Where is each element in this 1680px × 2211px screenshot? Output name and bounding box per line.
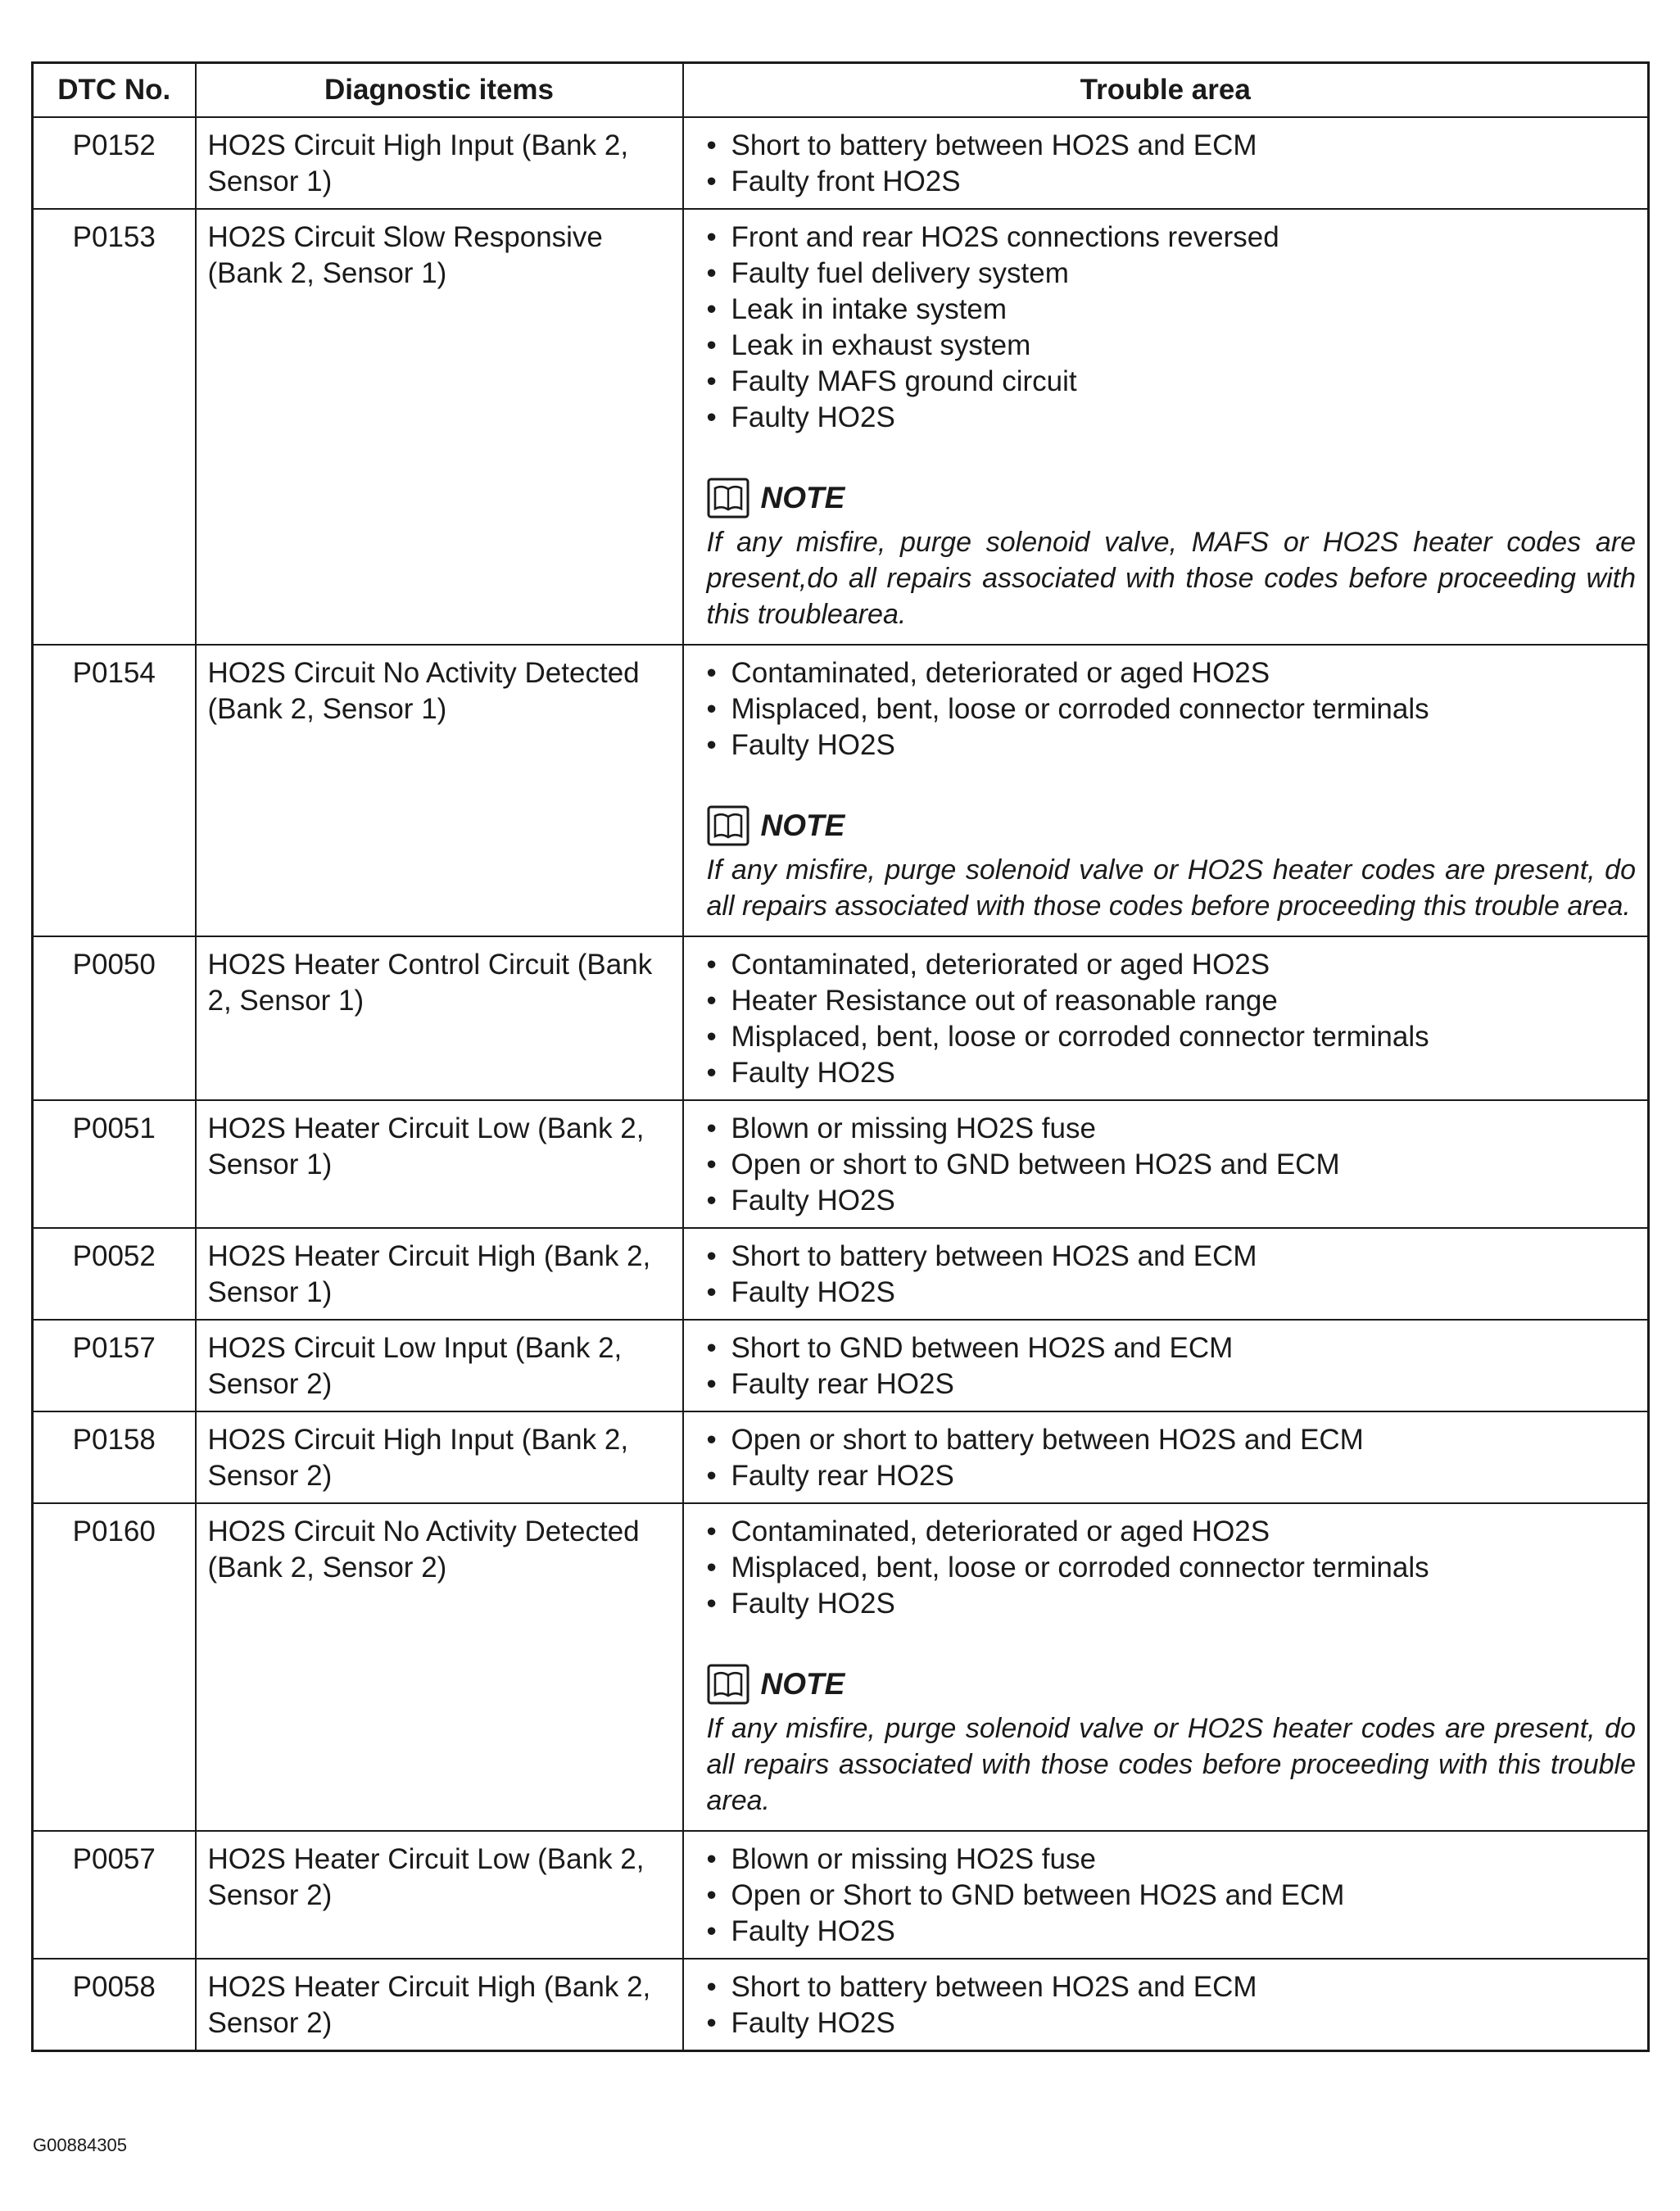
- cause-item: • Faulty HO2S: [707, 2005, 1637, 2041]
- book-icon: [707, 805, 749, 846]
- cause-item: • Open or short to battery between HO2S and ECM: [707, 1422, 1637, 1458]
- dtc-table: [31, 61, 1650, 2052]
- table-header: [33, 63, 1649, 118]
- trouble-area: [683, 1100, 1649, 1228]
- cause-item: • Open or Short to GND between HO2S and ECM: [707, 1878, 1637, 1914]
- cause-item: • Faulty rear HO2S: [707, 1366, 1637, 1402]
- diagnostic-item: HO2S Heater Circuit High (Bank 2, Sensor 2): [196, 1959, 683, 2051]
- dtc-code: P0058: [33, 1959, 196, 2051]
- cause-item: • Faulty rear HO2S: [707, 1458, 1637, 1494]
- cause-list: [695, 128, 1637, 200]
- cause-item: • Faulty HO2S: [707, 1914, 1637, 1950]
- cause-list: [695, 1111, 1637, 1219]
- diagnostic-item: HO2S Circuit No Activity Detected (Bank 2, Sensor 2): [196, 1503, 683, 1831]
- cause-item: • Open or short to GND between HO2S and ECM: [707, 1147, 1637, 1183]
- cause-list: [695, 1239, 1637, 1311]
- table-row: [33, 1100, 1649, 1228]
- book-icon: [707, 478, 749, 519]
- cause-item: • Contaminated, deteriorated or aged HO2S: [707, 655, 1637, 691]
- table-row: [33, 1503, 1649, 1831]
- cause-list: [695, 1422, 1637, 1494]
- diagnostic-item: HO2S Circuit High Input (Bank 2, Sensor 1): [196, 117, 683, 209]
- cause-list: [695, 1330, 1637, 1402]
- trouble-area: [683, 1959, 1649, 2051]
- diagnostic-item: HO2S Circuit Slow Responsive (Bank 2, Sensor 1): [196, 209, 683, 645]
- cause-list: [695, 1842, 1637, 1950]
- note-header: [707, 1661, 1637, 1707]
- cause-item: • Short to battery between HO2S and ECM: [707, 1969, 1637, 2005]
- diagnostic-item: HO2S Heater Control Circuit (Bank 2, Sensor 1): [196, 936, 683, 1100]
- cause-item: • Short to battery between HO2S and ECM: [707, 1239, 1637, 1275]
- cause-item: • Faulty front HO2S: [707, 164, 1637, 200]
- cause-item: • Blown or missing HO2S fuse: [707, 1842, 1637, 1878]
- diagnostic-item: HO2S Circuit High Input (Bank 2, Sensor 2): [196, 1411, 683, 1503]
- cause-item: • Leak in intake system: [707, 292, 1637, 328]
- cause-list: [695, 655, 1637, 763]
- note-text: If any misfire, purge solenoid valve or HO2S heater codes are present, do all repairs associated with those codes before proceeding with this trouble area.: [706, 1713, 1636, 1816]
- trouble-area: [683, 1320, 1649, 1411]
- dtc-code: P0158: [33, 1411, 196, 1503]
- table-row: [33, 936, 1649, 1100]
- dtc-code: P0153: [33, 209, 196, 645]
- table-row: [33, 1228, 1649, 1320]
- cause-item: • Faulty HO2S: [707, 1275, 1637, 1311]
- diagnostic-item: HO2S Circuit No Activity Detected (Bank 2, Sensor 1): [196, 645, 683, 936]
- trouble-area: [683, 1228, 1649, 1320]
- header-trouble-area: Trouble area: [683, 63, 1649, 118]
- dtc-code: P0051: [33, 1100, 196, 1228]
- trouble-area: [683, 645, 1649, 936]
- table-row: [33, 1831, 1649, 1959]
- cause-item: • Misplaced, bent, loose or corroded connector terminals: [707, 1550, 1637, 1586]
- table-row: [33, 117, 1649, 209]
- cause-item: • Blown or missing HO2S fuse: [707, 1111, 1637, 1147]
- cause-list: [695, 947, 1637, 1091]
- note-title: NOTE: [760, 481, 845, 514]
- dtc-code: P0152: [33, 117, 196, 209]
- trouble-area: [683, 1411, 1649, 1503]
- dtc-code: P0154: [33, 645, 196, 936]
- note-box: [707, 803, 1637, 924]
- cause-item: • Faulty HO2S: [707, 1586, 1637, 1622]
- cause-item: • Misplaced, bent, loose or corroded connector terminals: [707, 691, 1637, 727]
- cause-item: • Faulty HO2S: [707, 1183, 1637, 1219]
- cause-list: [695, 1969, 1637, 2041]
- cause-item: • Misplaced, bent, loose or corroded connector terminals: [707, 1019, 1637, 1055]
- diagnostic-item: HO2S Circuit Low Input (Bank 2, Sensor 2): [196, 1320, 683, 1411]
- cause-item: • Faulty fuel delivery system: [707, 256, 1637, 292]
- cause-list: [695, 1514, 1637, 1622]
- cause-item: • Faulty MAFS ground circuit: [707, 364, 1637, 400]
- header-diagnostic-items: Diagnostic items: [196, 63, 683, 118]
- note-text: If any misfire, purge solenoid valve or HO2S heater codes are present, do all repairs associated with those codes before proceeding this trouble area.: [706, 854, 1636, 922]
- trouble-area: [683, 1503, 1649, 1831]
- cause-item: • Heater Resistance out of reasonable range: [707, 983, 1637, 1019]
- table-row: [33, 1411, 1649, 1503]
- dtc-code: P0057: [33, 1831, 196, 1959]
- trouble-area: [683, 1831, 1649, 1959]
- cause-item: • Faulty HO2S: [707, 1055, 1637, 1091]
- trouble-area: [683, 936, 1649, 1100]
- note-header: [707, 803, 1637, 849]
- note-title: NOTE: [760, 809, 845, 842]
- cause-list: [695, 220, 1637, 436]
- table-row: [33, 209, 1649, 645]
- dtc-code: P0052: [33, 1228, 196, 1320]
- cause-item: • Leak in exhaust system: [707, 328, 1637, 364]
- dtc-code: P0050: [33, 936, 196, 1100]
- note-box: [707, 1661, 1637, 1819]
- cause-item: • Faulty HO2S: [707, 727, 1637, 763]
- cause-item: • Short to GND between HO2S and ECM: [707, 1330, 1637, 1366]
- table-body: [33, 117, 1649, 2051]
- dtc-code: P0160: [33, 1503, 196, 1831]
- trouble-area: [683, 209, 1649, 645]
- trouble-area: [683, 117, 1649, 209]
- note-header: [707, 475, 1637, 521]
- header-dtc-no: DTC No.: [33, 63, 196, 118]
- book-icon: [707, 1664, 749, 1705]
- table-row: [33, 645, 1649, 936]
- header-row: [33, 63, 1649, 118]
- dtc-code: P0157: [33, 1320, 196, 1411]
- note-text: If any misfire, purge solenoid valve, MAFS or HO2S heater codes are present,do all repairs associated with those codes before proceeding with this troublearea.: [706, 527, 1636, 630]
- note-box: [707, 475, 1637, 632]
- diagnostic-item: HO2S Heater Circuit Low (Bank 2, Sensor 1): [196, 1100, 683, 1228]
- table-row: [33, 1320, 1649, 1411]
- figure-id: G00884305: [33, 2135, 127, 2155]
- note-title: NOTE: [760, 1667, 845, 1701]
- table-row: [33, 1959, 1649, 2051]
- diagnostic-item: HO2S Heater Circuit Low (Bank 2, Sensor 2): [196, 1831, 683, 1959]
- diagnostic-item: HO2S Heater Circuit High (Bank 2, Sensor 1): [196, 1228, 683, 1320]
- cause-item: • Front and rear HO2S connections reversed: [707, 220, 1637, 256]
- cause-item: • Contaminated, deteriorated or aged HO2S: [707, 1514, 1637, 1550]
- cause-item: • Short to battery between HO2S and ECM: [707, 128, 1637, 164]
- cause-item: • Faulty HO2S: [707, 400, 1637, 436]
- cause-item: • Contaminated, deteriorated or aged HO2S: [707, 947, 1637, 983]
